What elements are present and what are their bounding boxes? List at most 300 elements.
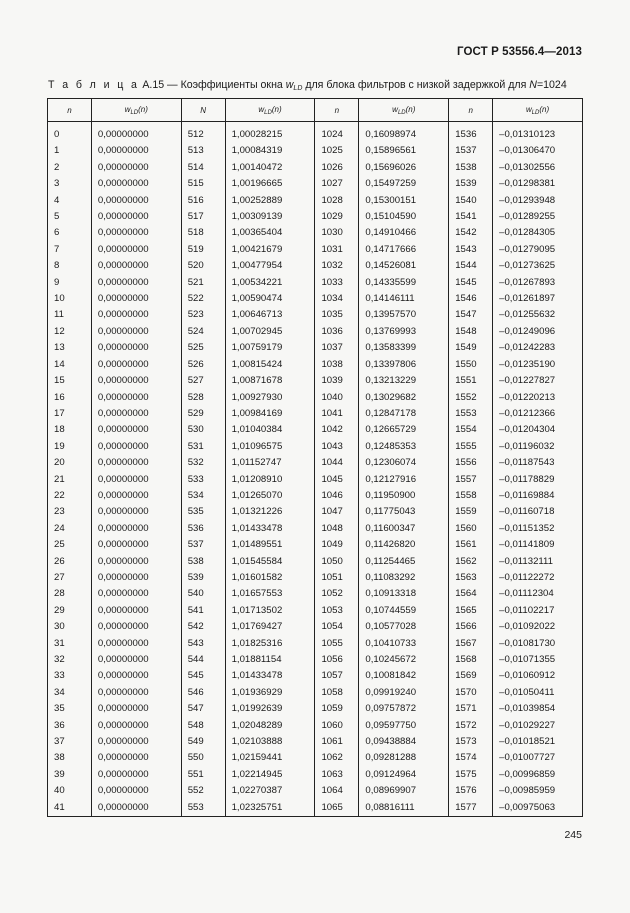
table-cell: 1040 [315, 390, 359, 406]
table-cell: 1,01936929 [225, 685, 315, 701]
table-cell: 0,11950900 [359, 488, 449, 504]
table-cell: –0,01160718 [493, 504, 583, 520]
table-cell: 543 [181, 636, 225, 652]
table-row [48, 291, 583, 307]
table-row [48, 586, 583, 602]
column-header-5 [359, 99, 449, 122]
column-header-2 [181, 99, 225, 122]
table-cell: 30 [48, 619, 92, 635]
table-row [48, 603, 583, 619]
table-cell: 546 [181, 685, 225, 701]
table-cell: 1 [48, 143, 92, 159]
table-row [48, 422, 583, 438]
table-cell: 0,10744559 [359, 603, 449, 619]
table-cell: 1,01881154 [225, 652, 315, 668]
table-cell: 1044 [315, 455, 359, 471]
table-row [48, 767, 583, 783]
table-cell: –0,01289255 [493, 209, 583, 225]
table-cell: 0,00000000 [91, 750, 181, 766]
table-row [48, 143, 583, 159]
table-cell: –0,01293948 [493, 193, 583, 209]
table-cell: 0,15497259 [359, 176, 449, 192]
table-cell: 1,01657553 [225, 586, 315, 602]
column-header-3 [225, 99, 315, 122]
table-row [48, 390, 583, 406]
table-cell: 35 [48, 701, 92, 717]
table-cell: –0,01187543 [493, 455, 583, 471]
table-row [48, 193, 583, 209]
table-cell: 1539 [449, 176, 493, 192]
table-cell: 0,15104590 [359, 209, 449, 225]
caption-prefix: Т а б л и ц а [48, 79, 140, 91]
table-cell: 525 [181, 340, 225, 356]
table-cell: 1537 [449, 143, 493, 159]
table-cell: –0,00985959 [493, 783, 583, 799]
table-cell: –0,01196032 [493, 439, 583, 455]
table-cell: 19 [48, 439, 92, 455]
table-cell: –0,01092022 [493, 619, 583, 635]
table-cell: –0,01132111 [493, 554, 583, 570]
table-cell: 1035 [315, 307, 359, 323]
caption-w-subscript: LD [293, 85, 303, 92]
table-row [48, 176, 583, 192]
table-body [48, 122, 583, 817]
table-cell: 540 [181, 586, 225, 602]
table-row [48, 127, 583, 143]
table-cell: 531 [181, 439, 225, 455]
table-cell: –0,01227827 [493, 373, 583, 389]
table-row [48, 307, 583, 323]
table-cell: 1,01152747 [225, 455, 315, 471]
table-cell: 18 [48, 422, 92, 438]
table-cell: 1,00309139 [225, 209, 315, 225]
table-cell: 0,12306074 [359, 455, 449, 471]
table-cell: 27 [48, 570, 92, 586]
table-cell: 0,00000000 [91, 439, 181, 455]
table-row [48, 554, 583, 570]
table-cell: 0,00000000 [91, 603, 181, 619]
table-cell: 1563 [449, 570, 493, 586]
table-header-row [48, 99, 583, 122]
table-cell: –0,01249096 [493, 324, 583, 340]
table-cell: 0,00000000 [91, 521, 181, 537]
table-cell: 0,00000000 [91, 209, 181, 225]
table-cell: 1545 [449, 275, 493, 291]
table-cell: 553 [181, 800, 225, 817]
table-row [48, 504, 583, 520]
table-cell: 1,00646713 [225, 307, 315, 323]
table-cell: 521 [181, 275, 225, 291]
table-cell: 0,00000000 [91, 537, 181, 553]
table-cell: 1572 [449, 718, 493, 734]
caption-w-symbol: w [285, 79, 294, 91]
caption-number: А.15 [142, 79, 165, 91]
table-cell: 0,16098974 [359, 127, 449, 143]
table-row [48, 406, 583, 422]
table-cell: 1,00871678 [225, 373, 315, 389]
table-cell: –0,01029227 [493, 718, 583, 734]
column-header-symbol: w [525, 104, 532, 114]
table-cell: –0,01141809 [493, 537, 583, 553]
table-cell: 1,01601582 [225, 570, 315, 586]
table-cell: 0,00000000 [91, 258, 181, 274]
table-cell: 1042 [315, 422, 359, 438]
table-cell: 15 [48, 373, 92, 389]
table-cell: 1,01825316 [225, 636, 315, 652]
table-cell: 4 [48, 193, 92, 209]
table-cell: 0,11083292 [359, 570, 449, 586]
table-cell: 1,01433478 [225, 668, 315, 684]
table-cell: 1565 [449, 603, 493, 619]
table-cell: 1,00365404 [225, 225, 315, 241]
table-cell: 1551 [449, 373, 493, 389]
table-cell: 0,00000000 [91, 652, 181, 668]
column-header-subscript: LD [397, 109, 406, 116]
table-cell: 0,00000000 [91, 422, 181, 438]
table-cell: –0,01204304 [493, 422, 583, 438]
table-cell: 0,15696026 [359, 160, 449, 176]
table-row [48, 570, 583, 586]
table-cell: 0,13397806 [359, 357, 449, 373]
table-row [48, 242, 583, 258]
table-cell: 0,00000000 [91, 406, 181, 422]
table-cell: 549 [181, 734, 225, 750]
caption-n-symbol: N [529, 79, 537, 91]
table-cell: 1062 [315, 750, 359, 766]
table-cell: –0,01279095 [493, 242, 583, 258]
table-cell: 528 [181, 390, 225, 406]
table-cell: 29 [48, 603, 92, 619]
table-cell: –0,01151352 [493, 521, 583, 537]
table-row [48, 225, 583, 241]
table-cell: –0,01220213 [493, 390, 583, 406]
table-cell: 25 [48, 537, 92, 553]
table-cell: 1,01040384 [225, 422, 315, 438]
table-cell: 542 [181, 619, 225, 635]
table-cell: 33 [48, 668, 92, 684]
table-cell: 0,14910466 [359, 225, 449, 241]
table-cell: 1564 [449, 586, 493, 602]
table-cell: 6 [48, 225, 92, 241]
column-header-symbol: n [67, 105, 72, 115]
table-cell: 0,00000000 [91, 619, 181, 635]
table-cell: 37 [48, 734, 92, 750]
table-cell: 1,01489551 [225, 537, 315, 553]
table-cell: 1053 [315, 603, 359, 619]
table-row [48, 439, 583, 455]
table-cell: 36 [48, 718, 92, 734]
table-cell: 0,13957570 [359, 307, 449, 323]
table-cell: 0,12847178 [359, 406, 449, 422]
table-cell: 0,00000000 [91, 340, 181, 356]
table-cell: 1,02159441 [225, 750, 315, 766]
table-cell: 0,00000000 [91, 193, 181, 209]
table-cell: 0,00000000 [91, 275, 181, 291]
table-cell: 518 [181, 225, 225, 241]
table-cell: 1060 [315, 718, 359, 734]
table-cell: 0,00000000 [91, 357, 181, 373]
table-row [48, 718, 583, 734]
table-cell: 0,09597750 [359, 718, 449, 734]
table-cell: 31 [48, 636, 92, 652]
column-header-suffix: (n) [405, 104, 416, 114]
table-cell: 515 [181, 176, 225, 192]
table-row [48, 521, 583, 537]
table-cell: 0,00000000 [91, 307, 181, 323]
table-cell: 1557 [449, 472, 493, 488]
table-cell: 1046 [315, 488, 359, 504]
table-cell: 1051 [315, 570, 359, 586]
table-cell: 1034 [315, 291, 359, 307]
table-cell: 1544 [449, 258, 493, 274]
table-cell: 0,00000000 [91, 685, 181, 701]
table-cell: 1047 [315, 504, 359, 520]
table-cell: 1562 [449, 554, 493, 570]
table-cell: 8 [48, 258, 92, 274]
table-cell: 536 [181, 521, 225, 537]
table-cell: 21 [48, 472, 92, 488]
table-cell: 1548 [449, 324, 493, 340]
table-cell: 16 [48, 390, 92, 406]
table-cell: –0,01122272 [493, 570, 583, 586]
table-cell: 1546 [449, 291, 493, 307]
table-cell: 0,09919240 [359, 685, 449, 701]
table-cell: –0,01310123 [493, 127, 583, 143]
table-row [48, 324, 583, 340]
table-cell: 520 [181, 258, 225, 274]
table-cell: 1536 [449, 127, 493, 143]
table-cell: 0,09281288 [359, 750, 449, 766]
column-header-suffix: (n) [271, 104, 282, 114]
table-cell: 1556 [449, 455, 493, 471]
table-cell: 535 [181, 504, 225, 520]
table-cell: 0,00000000 [91, 783, 181, 799]
table-cell: 0,10410733 [359, 636, 449, 652]
table-cell: 5 [48, 209, 92, 225]
table-cell: 537 [181, 537, 225, 553]
table-cell: 28 [48, 586, 92, 602]
table-cell: –0,01102217 [493, 603, 583, 619]
table-cell: 9 [48, 275, 92, 291]
table-cell: 41 [48, 800, 92, 817]
table-cell: –0,01273625 [493, 258, 583, 274]
table-cell: 0,00000000 [91, 160, 181, 176]
table-cell: 1026 [315, 160, 359, 176]
table-cell: 0,00000000 [91, 734, 181, 750]
table-cell: 1061 [315, 734, 359, 750]
table-cell: 0,00000000 [91, 176, 181, 192]
table-cell: 1,01321226 [225, 504, 315, 520]
table-cell: 10 [48, 291, 92, 307]
table-cell: 0,12485353 [359, 439, 449, 455]
table-row [48, 636, 583, 652]
table-cell: 12 [48, 324, 92, 340]
table-cell: 1553 [449, 406, 493, 422]
table-cell: 0,14335599 [359, 275, 449, 291]
table-cell: 1,00984169 [225, 406, 315, 422]
table-cell: 1,00196665 [225, 176, 315, 192]
table-cell: 0 [48, 127, 92, 143]
table-cell: –0,01050411 [493, 685, 583, 701]
table-cell: 0,14146111 [359, 291, 449, 307]
table-cell: 1027 [315, 176, 359, 192]
table-cell: 24 [48, 521, 92, 537]
table-cell: 1,02048289 [225, 718, 315, 734]
table-row [48, 668, 583, 684]
table-cell: 1038 [315, 357, 359, 373]
caption-text-before: — Коэффициенты окна [164, 79, 286, 91]
table-cell: 40 [48, 783, 92, 799]
table-cell: 1057 [315, 668, 359, 684]
table-cell: 1,01992639 [225, 701, 315, 717]
column-header-symbol: n [334, 105, 340, 115]
table-cell: 1552 [449, 390, 493, 406]
table-cell: 1054 [315, 619, 359, 635]
table-cell: 7 [48, 242, 92, 258]
table-cell: 522 [181, 291, 225, 307]
table-cell: 0,00000000 [91, 800, 181, 817]
table-cell: 1575 [449, 767, 493, 783]
table-cell: –0,01267893 [493, 275, 583, 291]
table-cell: 0,13213229 [359, 373, 449, 389]
column-header-0 [48, 99, 92, 122]
table-cell: 1055 [315, 636, 359, 652]
column-header-symbol: w [258, 104, 265, 114]
table-cell: 0,00000000 [91, 718, 181, 734]
table-cell: 1,02325751 [225, 800, 315, 817]
column-header-1 [91, 99, 181, 122]
table-cell: 514 [181, 160, 225, 176]
table-cell: 1049 [315, 537, 359, 553]
table-cell: 524 [181, 324, 225, 340]
table-row [48, 160, 583, 176]
table-cell: –0,01178829 [493, 472, 583, 488]
table-cell: 1,02103888 [225, 734, 315, 750]
table-row [48, 258, 583, 274]
table-cell: 0,10245672 [359, 652, 449, 668]
table-cell: 0,09438884 [359, 734, 449, 750]
table-cell: 1,01265070 [225, 488, 315, 504]
table-cell: 1,02270387 [225, 783, 315, 799]
table-cell: 0,00000000 [91, 488, 181, 504]
page-number: 245 [564, 829, 582, 841]
table-cell: 1576 [449, 783, 493, 799]
table-cell: 0,00000000 [91, 570, 181, 586]
table-cell: 0,00000000 [91, 586, 181, 602]
document-standard-number: ГОСТ Р 53556.4—2013 [457, 46, 582, 58]
table-cell: 1,01713502 [225, 603, 315, 619]
table-row [48, 455, 583, 471]
table-cell: 1558 [449, 488, 493, 504]
table-cell: 1542 [449, 225, 493, 241]
table-cell: 38 [48, 750, 92, 766]
table-row [48, 652, 583, 668]
table-cell: 0,08816111 [359, 800, 449, 817]
table-cell: 1567 [449, 636, 493, 652]
table-cell: 22 [48, 488, 92, 504]
table-cell: 0,00000000 [91, 701, 181, 717]
table-cell: 0,14526081 [359, 258, 449, 274]
table-cell: 0,10913318 [359, 586, 449, 602]
table-row [48, 685, 583, 701]
table-cell: 1,02214945 [225, 767, 315, 783]
table-cell: 20 [48, 455, 92, 471]
table-cell: 3 [48, 176, 92, 192]
table-cell: 547 [181, 701, 225, 717]
table-cell: 1577 [449, 800, 493, 817]
table-cell: 26 [48, 554, 92, 570]
table-cell: –0,01039854 [493, 701, 583, 717]
table-cell: –0,01018521 [493, 734, 583, 750]
table-cell: 1029 [315, 209, 359, 225]
table-cell: 0,13769993 [359, 324, 449, 340]
table-cell: 1,01096575 [225, 439, 315, 455]
table-cell: 527 [181, 373, 225, 389]
table-cell: 533 [181, 472, 225, 488]
table-cell: 0,15896561 [359, 143, 449, 159]
table-cell: 519 [181, 242, 225, 258]
table-cell: –0,01112304 [493, 586, 583, 602]
table-cell: 1065 [315, 800, 359, 817]
column-header-subscript: LD [130, 109, 139, 116]
table-cell: 1,00927930 [225, 390, 315, 406]
table-cell: 1541 [449, 209, 493, 225]
table-cell: 0,00000000 [91, 324, 181, 340]
table-cell: –0,01261897 [493, 291, 583, 307]
table-cell: 1569 [449, 668, 493, 684]
table-caption [48, 79, 567, 92]
table-row [48, 373, 583, 389]
table-cell: 1056 [315, 652, 359, 668]
table-cell: –0,00996859 [493, 767, 583, 783]
table-cell: –0,01298381 [493, 176, 583, 192]
table-cell: 0,09757872 [359, 701, 449, 717]
table-cell: 14 [48, 357, 92, 373]
table-cell: 1,01545584 [225, 554, 315, 570]
table-cell: 1,00028215 [225, 127, 315, 143]
table-cell: 1,00815424 [225, 357, 315, 373]
table-cell: 550 [181, 750, 225, 766]
table-cell: 532 [181, 455, 225, 471]
table-cell: 32 [48, 652, 92, 668]
table-cell: 1547 [449, 307, 493, 323]
table-cell: 1543 [449, 242, 493, 258]
table-cell: 1574 [449, 750, 493, 766]
table-cell: 1,00534221 [225, 275, 315, 291]
table-cell: 1568 [449, 652, 493, 668]
table-cell: 39 [48, 767, 92, 783]
table-cell: 538 [181, 554, 225, 570]
table-cell: 1,01208910 [225, 472, 315, 488]
table-cell: 1560 [449, 521, 493, 537]
table-cell: 1,00140472 [225, 160, 315, 176]
table-cell: 1045 [315, 472, 359, 488]
table-cell: –0,01169884 [493, 488, 583, 504]
table-cell: 1559 [449, 504, 493, 520]
table-row [48, 472, 583, 488]
table-cell: 1059 [315, 701, 359, 717]
table-cell: 1,00421679 [225, 242, 315, 258]
table-cell: 11 [48, 307, 92, 323]
table-cell: 1571 [449, 701, 493, 717]
table-cell: 0,00000000 [91, 242, 181, 258]
table-cell: 0,08969907 [359, 783, 449, 799]
column-header-4 [315, 99, 359, 122]
table-cell: 0,00000000 [91, 472, 181, 488]
table-row [48, 619, 583, 635]
table-cell: 0,10081842 [359, 668, 449, 684]
table-cell: 544 [181, 652, 225, 668]
